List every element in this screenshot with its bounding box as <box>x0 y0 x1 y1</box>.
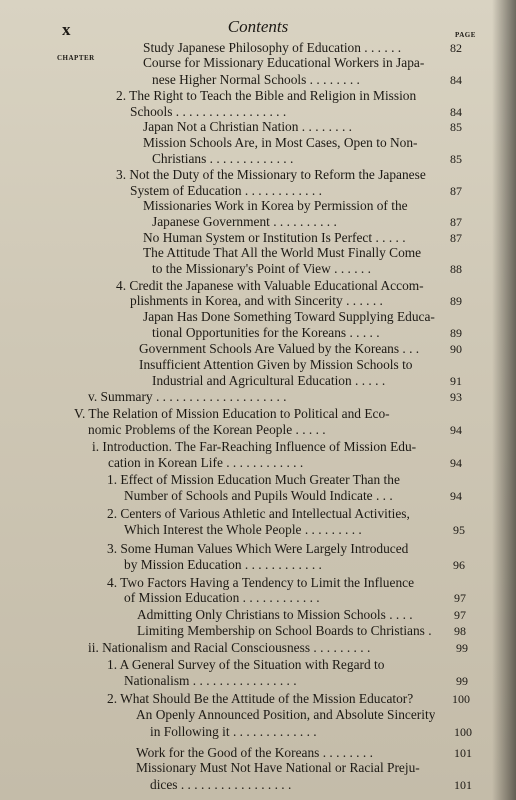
toc-page-number: 87 <box>450 215 462 229</box>
toc-entry-text: Japan Not a Christian Nation . . . . . . . . <box>143 119 353 134</box>
toc-entry-text: nese Higher Normal Schools . . . . . . . . <box>152 72 360 87</box>
toc-entry-text: Number of Schools and Pupils Would Indicate . . . <box>124 488 393 503</box>
toc-entry-text: Nationalism . . . . . . . . . . . . . . . . <box>124 673 297 688</box>
toc-entry-text: 1. A General Survey of the Situation with Regard to <box>107 657 385 672</box>
toc-page-number: 99 <box>456 641 468 655</box>
toc-entry-text: tional Opportunities for the Koreans . . . . . <box>152 325 380 340</box>
toc-entry-text: 1. Effect of Mission Education Much Greater Than the <box>107 472 400 487</box>
toc-page-number: 97 <box>454 591 466 605</box>
toc-page-number: 88 <box>450 262 462 276</box>
toc-entry-text: 2. Centers of Various Athletic and Intellectual Activities, <box>107 506 410 521</box>
toc-entry-text: nomic Problems of the Korean People . . . . . <box>88 422 326 437</box>
toc-entry-text: 3. Some Human Values Which Were Largely Introduced <box>107 541 409 556</box>
toc-entry-text: Insufficient Attention Given by Mission Schools to <box>139 357 413 372</box>
page-title: Contents <box>227 17 289 36</box>
toc-entry-text: Course for Missionary Educational Workers in Japa- <box>143 55 425 70</box>
toc-entry-text: V. The Relation of Mission Education to Political and Eco- <box>74 406 390 421</box>
toc-entry-text: plishments in Korea, and with Sincerity . . . . . . <box>130 293 383 308</box>
toc-entry-text: 2. What Should Be the Attitude of the Mission Educator? <box>107 691 414 706</box>
toc-entry-text: System of Education . . . . . . . . . . . . <box>130 183 322 198</box>
toc-entry-text: 2. The Right to Teach the Bible and Religion in Mission <box>116 88 417 103</box>
toc-page-number: 96 <box>453 558 465 572</box>
toc-page-number: 85 <box>450 152 462 166</box>
toc-entry-text: Missionaries Work in Korea by Permission of the <box>143 198 408 213</box>
toc-page-number: 101 <box>454 778 472 792</box>
toc-page-number: 89 <box>450 294 462 308</box>
toc-entry-text: Missionary Must Not Have National or Racial Preju- <box>136 760 420 775</box>
toc-entry-text: 4. Two Factors Having a Tendency to Limit the Influence <box>107 575 415 590</box>
toc-page-number: 95 <box>453 523 465 537</box>
toc-entry-text: Industrial and Agricultural Education . . . . . <box>152 373 386 388</box>
toc-page-number: 82 <box>450 41 462 55</box>
toc-page-number: 93 <box>450 390 462 404</box>
toc-entry-text: Study Japanese Philosophy of Education . . . . . . <box>143 40 402 55</box>
toc-page-number: 85 <box>450 120 462 134</box>
toc-entry-text: An Openly Announced Position, and Absolute Sincerity <box>136 707 436 722</box>
toc-page-number: 87 <box>450 184 462 198</box>
toc-page-number: 97 <box>454 608 466 622</box>
toc-page-number: 94 <box>450 489 462 503</box>
toc-page-number: 89 <box>450 326 462 340</box>
toc-page-number: 84 <box>450 73 462 87</box>
toc-entry-text: 4. Credit the Japanese with Valuable Educational Accom- <box>116 278 424 293</box>
toc-entry-text: Work for the Good of the Koreans . . . . . . . . <box>136 745 373 760</box>
page-column-label: PAGE <box>455 31 476 39</box>
toc-entry-text: ii. Nationalism and Racial Consciousness . . . . . . . . . <box>88 640 371 655</box>
toc-page-number: 100 <box>452 692 470 706</box>
toc-entry-text: The Attitude That All the World Must Finally Come <box>143 245 422 260</box>
toc-entry-text: Government Schools Are Valued by the Koreans . . . <box>139 341 420 356</box>
toc-page-number: 101 <box>454 746 472 760</box>
toc-entry-text: in Following it . . . . . . . . . . . . . <box>150 724 317 739</box>
toc-entry-text: Christians . . . . . . . . . . . . . <box>152 151 294 166</box>
toc-entry-text: Limiting Membership on School Boards to Christians . <box>137 623 432 638</box>
toc-entry-text: i. Introduction. The Far-Reaching Influence of Mission Edu- <box>92 439 417 454</box>
toc-entry-text: No Human System or Institution Is Perfect . . . . . <box>143 230 406 245</box>
page-roman-numeral: x <box>62 20 71 39</box>
toc-entry-text: Mission Schools Are, in Most Cases, Open to Non- <box>143 135 418 150</box>
toc-page-number: 94 <box>450 456 462 470</box>
toc-entry-text: by Mission Education . . . . . . . . . . . . <box>124 557 322 572</box>
toc-entry-text: to the Missionary's Point of View . . . . . . <box>152 261 371 276</box>
toc-entry-text: 3. Not the Duty of the Missionary to Reform the Japanese <box>116 167 426 182</box>
chapter-column-label: CHAPTER <box>57 54 95 62</box>
toc-entry-text: cation in Korean Life . . . . . . . . . . . . <box>108 455 304 470</box>
toc-page-number: 100 <box>454 725 472 739</box>
toc-entry-text: dices . . . . . . . . . . . . . . . . . <box>150 777 292 792</box>
toc-page-number: 84 <box>450 105 462 119</box>
toc-page-number: 98 <box>454 624 466 638</box>
toc-entry-text: v. Summary . . . . . . . . . . . . . . . . . . . . <box>88 389 287 404</box>
toc-entry-text: Schools . . . . . . . . . . . . . . . . . <box>130 104 287 119</box>
toc-page-number: 94 <box>450 423 462 437</box>
toc-entry-text: Japan Has Done Something Toward Supplying Educa- <box>143 309 435 324</box>
toc-entry-text: of Mission Education . . . . . . . . . . . . <box>124 590 320 605</box>
toc-page-number: 90 <box>450 342 462 356</box>
toc-entry-text: Japanese Government . . . . . . . . . . <box>152 214 337 229</box>
toc-page-number: 91 <box>450 374 462 388</box>
toc-entry-text: Which Interest the Whole People . . . . . . . . . <box>124 522 362 537</box>
toc-page-number: 99 <box>456 674 468 688</box>
toc-entry-text: Admitting Only Christians to Mission Schools . . . . <box>137 607 413 622</box>
toc-page-number: 87 <box>450 231 462 245</box>
